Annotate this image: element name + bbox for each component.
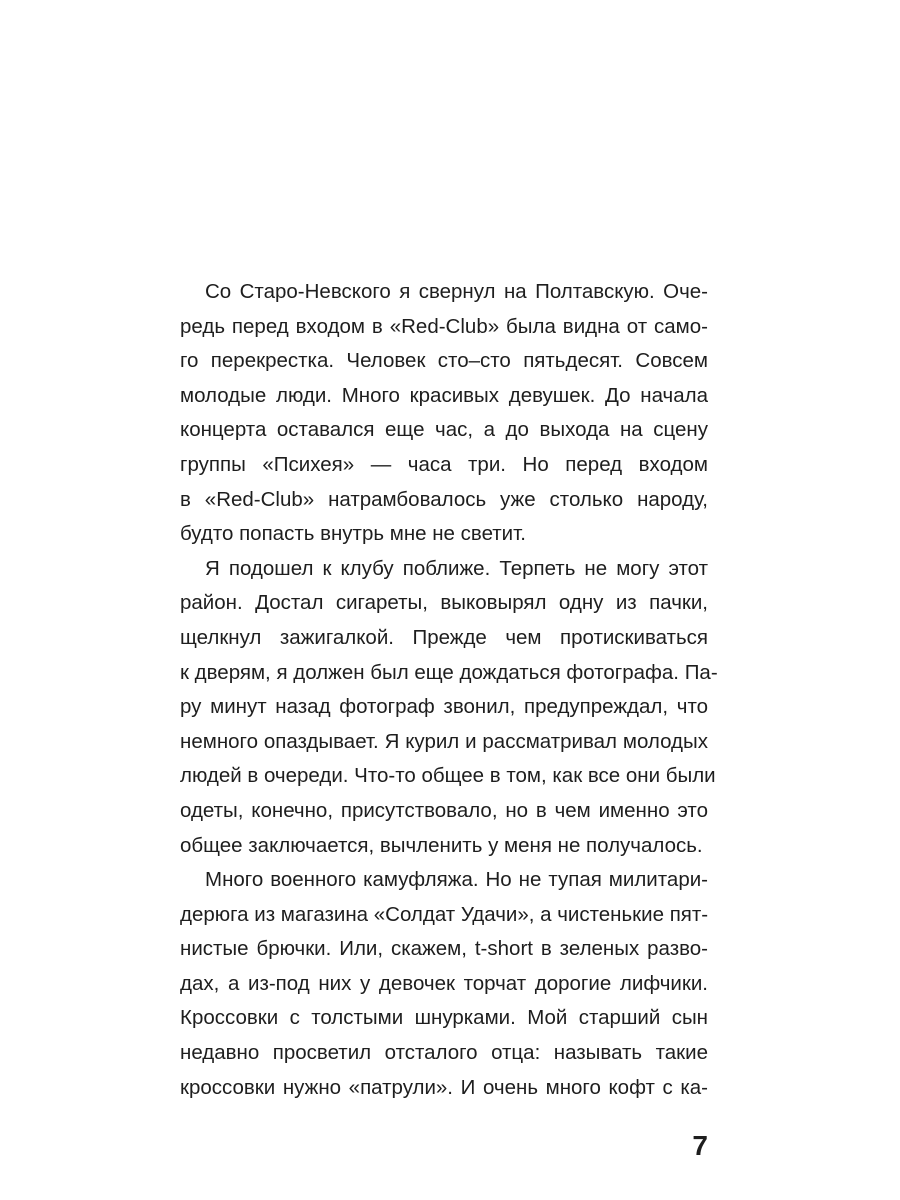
text-line: будто попасть внутрь мне не светит. [180, 522, 526, 546]
text-line: молодые люди. Много красивых девушек. До начала [180, 383, 708, 407]
text-line: район. Достал сигареты, выковырял одну из пачки, [180, 591, 708, 615]
text-line: Я подошел к клубу поближе. Терпеть не могу этот [205, 556, 708, 580]
text-line: немного опаздывает. Я курил и рассматривал молодых [180, 729, 708, 753]
text-line: кроссовки нужно «патрули». И очень много кофт с ка- [180, 1075, 708, 1099]
text-line: концерта оставался еще час, а до выхода на сцену [180, 418, 708, 442]
text-line: недавно просветил отсталого отца: называть такие [180, 1041, 708, 1065]
text-line: в «Red-Club» натрамбовалось уже столько народу, [180, 487, 708, 511]
page-body-text [180, 275, 718, 1105]
text-line: группы «Психея» — часа три. Но перед входом [180, 452, 708, 476]
text-line: щелкнул зажигалкой. Прежде чем протискиваться [180, 625, 708, 649]
text-line: редь перед входом в «Red-Club» была видна от само- [180, 314, 708, 338]
text-line: общее заключается, вычленить у меня не получалось. [180, 833, 703, 857]
text-line: Кроссовки с толстыми шнурками. Мой старший сын [180, 1006, 708, 1030]
text-line: Со Старо-Невского я свернул на Полтавскую. Оче- [205, 280, 708, 303]
text-line: дерюга из магазина «Солдат Удачи», а чистенькие пят- [180, 902, 709, 926]
text-line: людей в очереди. Что-то общее в том, как все они были [180, 764, 716, 788]
text-line: дах, а из-под них у девочек торчат дорогие лифчики. [180, 971, 708, 995]
text-line: одеты, конечно, присутствовало, но в чем именно это [180, 798, 708, 822]
text-line: ру минут назад фотограф звонил, предупреждал, что [180, 695, 708, 719]
text-line: нистые брючки. Или, скажем, t-short в зеленых разво- [180, 937, 708, 961]
page-number: 7 [692, 1130, 708, 1161]
text-line: Много военного камуфляжа. Но не тупая милитари- [205, 868, 708, 892]
text-line: к дверям, я должен был еще дождаться фотографа. Па- [180, 660, 718, 684]
text-line: го перекрестка. Человек сто–сто пятьдесят. Совсем [180, 349, 708, 373]
